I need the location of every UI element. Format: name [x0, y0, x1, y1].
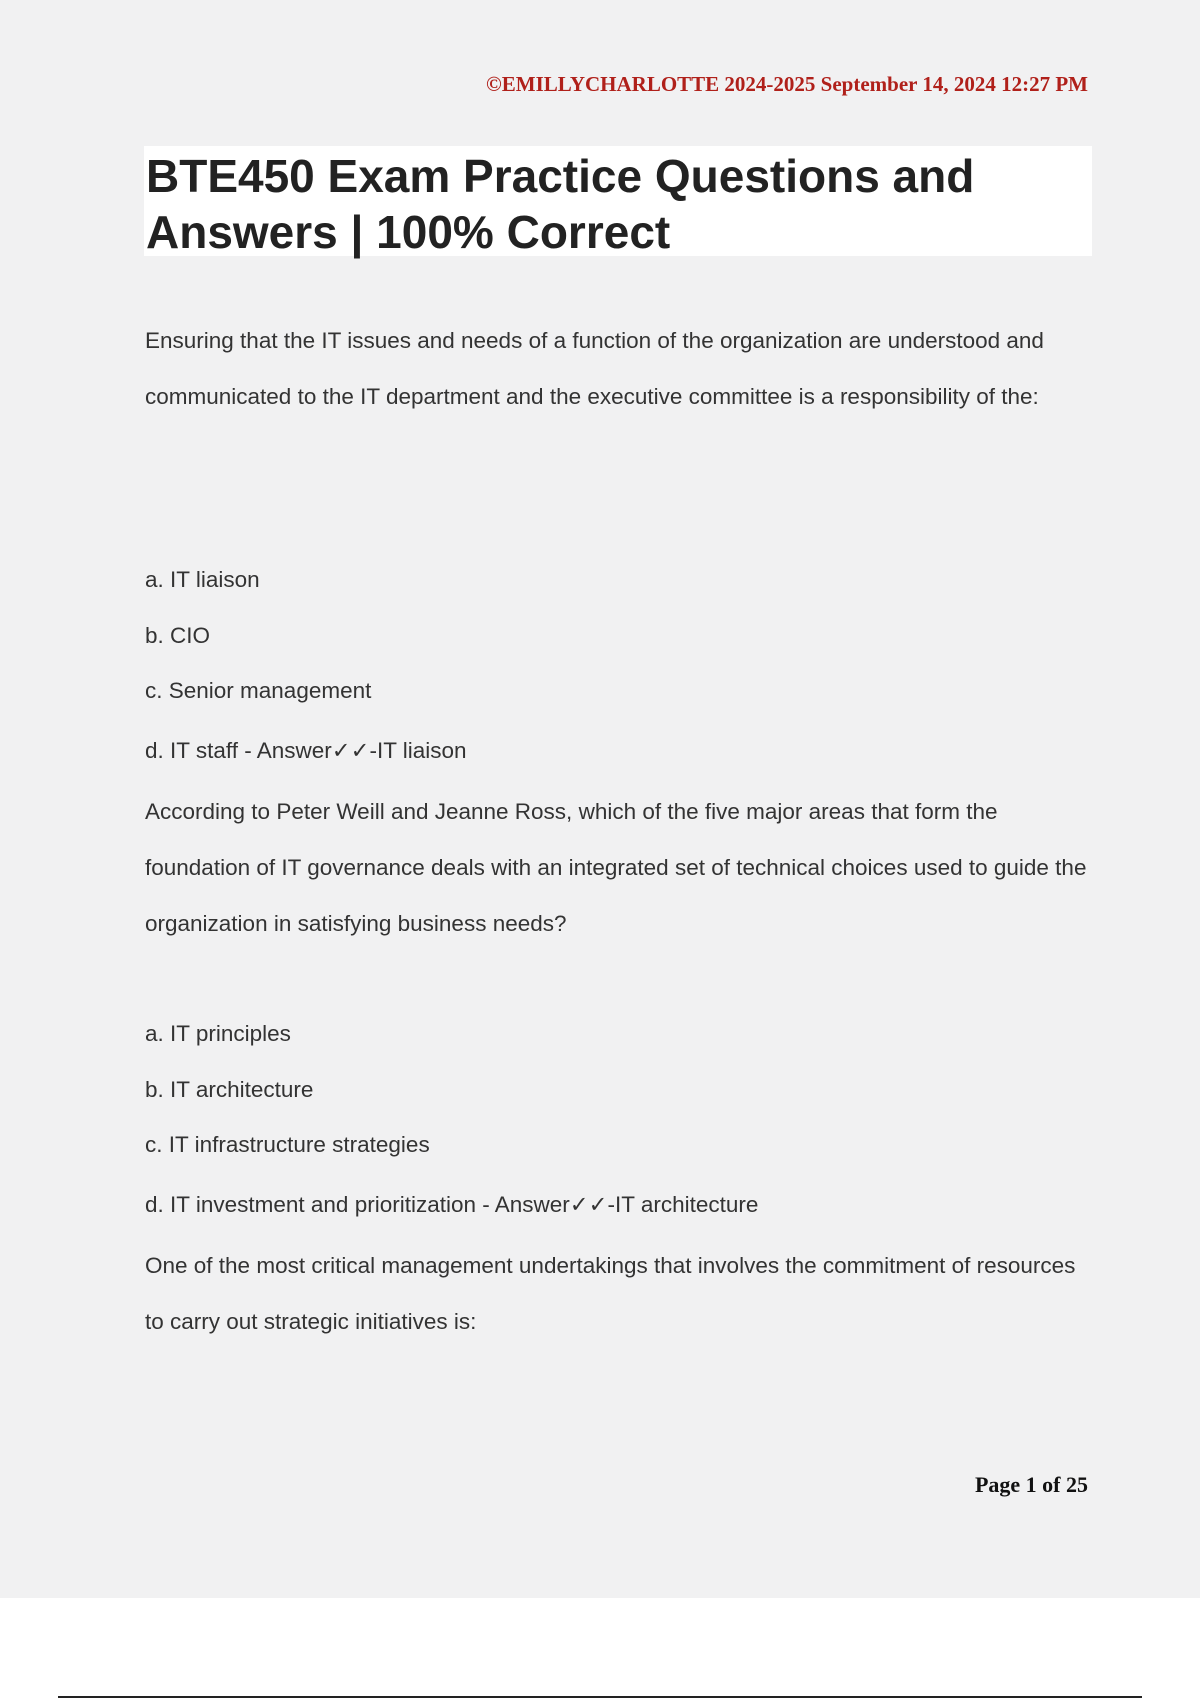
question-1-option-a: a. IT liaison: [145, 567, 260, 592]
question-2-option-c: c. IT infrastructure strategies: [145, 1132, 430, 1157]
question-1-option-b: b. CIO: [145, 623, 211, 648]
footer-divider: [58, 1696, 1142, 1698]
question-2-option-b: b. IT architecture: [145, 1077, 314, 1102]
question-2-option-a: a. IT principles: [145, 1021, 291, 1046]
question-2-text: According to Peter Weill and Jeanne Ross, which of the five major areas that form the foundation of IT governance deals with an integrated set of technical choices used to guide the organization in satisfying business needs?: [145, 799, 1087, 936]
page-number: Page 1 of 25: [974, 1472, 1088, 1497]
copyright-stamp: ©EMILLYCHARLOTTE 2024-2025 September 14, 2024 12:27 PM: [486, 72, 1088, 96]
question-2-option-d-answer: d. IT investment and prioritization - Answer✓✓-IT architecture: [145, 1192, 759, 1217]
question-1-option-d-answer: d. IT staff - Answer✓✓-IT liaison: [145, 738, 467, 763]
document-title: BTE450 Exam Practice Questions and Answers | 100% Correct: [146, 150, 975, 258]
question-1-text: Ensuring that the IT issues and needs of a function of the organization are understood and communicated to the IT department and the executive committee is a responsibility of the:: [145, 328, 1044, 409]
question-1-option-c: c. Senior management: [145, 678, 372, 703]
question-3-text: One of the most critical management undertakings that involves the commitment of resources to carry out strategic initiatives is:: [145, 1253, 1076, 1334]
